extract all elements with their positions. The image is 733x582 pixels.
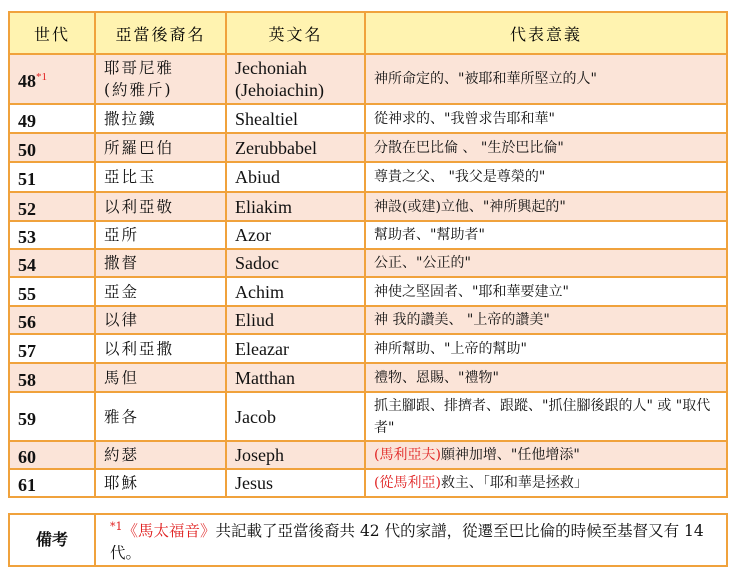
generation-number: 60 bbox=[18, 447, 36, 467]
generation-number: 49 bbox=[18, 110, 36, 131]
descendant-name: 撒督 bbox=[95, 249, 226, 277]
generation-number: 56 bbox=[18, 312, 36, 332]
table-row bbox=[9, 104, 727, 133]
table-row bbox=[9, 441, 727, 469]
remarks-label: 備考 bbox=[9, 514, 95, 566]
descendant-name: 馬但 bbox=[95, 363, 226, 392]
meaning-text: 尊貴之父、 "我父是尊榮的" bbox=[374, 169, 546, 185]
descendant-name: 所羅巴伯 bbox=[95, 133, 226, 162]
table-row bbox=[9, 192, 727, 221]
generation-number: 52 bbox=[18, 198, 36, 219]
generation-cell bbox=[9, 469, 95, 497]
meaning-prefix: (馬利亞夫) bbox=[374, 447, 441, 463]
remarks-table bbox=[8, 513, 728, 567]
english-name: Shealtiel bbox=[226, 104, 365, 133]
header-row bbox=[9, 12, 727, 54]
meaning-cell bbox=[365, 221, 727, 249]
meaning-text: 救主、「耶和華是拯救」 bbox=[440, 475, 588, 491]
table-row bbox=[9, 54, 727, 104]
generation-cell bbox=[9, 363, 95, 392]
english-name: Eliakim bbox=[226, 192, 365, 221]
meaning-cell bbox=[365, 392, 727, 441]
meaning-cell bbox=[365, 306, 727, 334]
genealogy-table bbox=[8, 11, 728, 498]
meaning-text: 神設(或建)立他、"神所興起的" bbox=[374, 198, 566, 215]
generation-cell bbox=[9, 192, 95, 221]
header-meaning: 代表意義 bbox=[365, 12, 727, 54]
meaning-cell bbox=[365, 469, 727, 497]
generation-cell bbox=[9, 133, 95, 162]
generation-cell bbox=[9, 104, 95, 133]
meaning-prefix: (從馬利亞) bbox=[374, 475, 441, 491]
english-name: Eleazar bbox=[226, 334, 365, 363]
english-name: Zerubbabel bbox=[226, 133, 365, 162]
english-name: Abiud bbox=[226, 162, 365, 192]
table-row bbox=[9, 162, 727, 192]
english-name: Matthan bbox=[226, 363, 365, 392]
header-descendant-name: 亞當後裔名 bbox=[95, 12, 226, 54]
generation-number: 48 bbox=[18, 71, 36, 91]
meaning-text: 神所命定的、"被耶和華所堅立的人" bbox=[374, 71, 597, 87]
descendant-name: 約瑟 bbox=[95, 441, 226, 469]
meaning-text: 神所幫助、"上帝的幫助" bbox=[374, 340, 527, 357]
meaning-text: 抓主腳跟、排擠者、跟蹤、"抓住腳後跟的人" 或 "取代者" bbox=[374, 397, 711, 436]
meaning-cell bbox=[365, 277, 727, 306]
descendant-name: 撒拉鐵 bbox=[95, 104, 226, 133]
table-row bbox=[9, 306, 727, 334]
meaning-text: 神 我的讚美、 "上帝的讚美" bbox=[374, 312, 550, 328]
remarks-text: 共記載了亞當後裔共 42 代的家譜，從遷至巴比倫的時候至基督又有 14 代。 bbox=[110, 522, 704, 563]
generation-number: 50 bbox=[18, 139, 36, 160]
generation-number: 55 bbox=[18, 283, 36, 304]
generation-number: 51 bbox=[18, 169, 36, 189]
english-name: Jechoniah (Jehoiachin) bbox=[226, 54, 365, 104]
generation-cell bbox=[9, 392, 95, 441]
generation-cell bbox=[9, 441, 95, 469]
descendant-name: 亞金 bbox=[95, 277, 226, 306]
table-row bbox=[9, 334, 727, 363]
header-generation: 世代 bbox=[9, 12, 95, 54]
descendant-name: 雅各 bbox=[95, 392, 226, 441]
english-name: Sadoc bbox=[226, 249, 365, 277]
header-english-name: 英文名 bbox=[226, 12, 365, 54]
meaning-text: 公正、"公正的" bbox=[374, 255, 471, 271]
meaning-cell bbox=[365, 133, 727, 162]
table-row bbox=[9, 221, 727, 249]
english-name: Jacob bbox=[226, 392, 365, 441]
generation-cell bbox=[9, 306, 95, 334]
meaning-cell bbox=[365, 104, 727, 133]
english-name: Eliud bbox=[226, 306, 365, 334]
generation-number: 61 bbox=[18, 475, 36, 495]
generation-number: 53 bbox=[18, 227, 36, 247]
english-name: Joseph bbox=[226, 441, 365, 469]
footnote-mark: *1 bbox=[36, 71, 47, 83]
generation-cell bbox=[9, 277, 95, 306]
meaning-cell bbox=[365, 249, 727, 277]
generation-number: 59 bbox=[18, 408, 36, 429]
table-row bbox=[9, 277, 727, 306]
descendant-name: 以利亞撒 bbox=[95, 334, 226, 363]
generation-number: 58 bbox=[18, 369, 36, 390]
descendant-name: 亞比玉 bbox=[95, 162, 226, 192]
english-name: Achim bbox=[226, 277, 365, 306]
meaning-cell bbox=[365, 162, 727, 192]
english-name: Jesus bbox=[226, 469, 365, 497]
table-row bbox=[9, 249, 727, 277]
meaning-cell bbox=[365, 54, 727, 104]
descendant-name: 以律 bbox=[95, 306, 226, 334]
meaning-text: 禮物、恩賜、"禮物" bbox=[374, 369, 499, 386]
descendant-name: 耶穌 bbox=[95, 469, 226, 497]
meaning-text: 神使之堅固者、"耶和華要建立" bbox=[374, 283, 569, 300]
meaning-cell bbox=[365, 363, 727, 392]
descendant-name: 耶哥尼雅 (約雅斤) bbox=[95, 54, 226, 104]
meaning-text: 分散在巴比倫 、 "生於巴比倫" bbox=[374, 139, 564, 156]
meaning-cell bbox=[365, 441, 727, 469]
footnote-mark: *1 bbox=[110, 519, 123, 533]
generation-number: 54 bbox=[18, 255, 36, 275]
meaning-text: 幫助者、"幫助者" bbox=[374, 227, 485, 243]
meaning-cell bbox=[365, 192, 727, 221]
generation-cell bbox=[9, 221, 95, 249]
generation-number: 57 bbox=[18, 340, 36, 361]
table-row bbox=[9, 392, 727, 441]
generation-cell bbox=[9, 334, 95, 363]
descendant-name: 亞所 bbox=[95, 221, 226, 249]
descendant-name: 以利亞敬 bbox=[95, 192, 226, 221]
meaning-text: 從神求的、"我曾求告耶和華" bbox=[374, 110, 555, 127]
english-name: Azor bbox=[226, 221, 365, 249]
generation-cell bbox=[9, 162, 95, 192]
book-title: 《馬太福音》 bbox=[122, 522, 216, 541]
meaning-cell bbox=[365, 334, 727, 363]
meaning-text: 願神加增、"任他增添" bbox=[440, 447, 580, 463]
table-row bbox=[9, 363, 727, 392]
table-row bbox=[9, 133, 727, 162]
table-row bbox=[9, 469, 727, 497]
generation-cell bbox=[9, 249, 95, 277]
generation-cell bbox=[9, 54, 95, 104]
